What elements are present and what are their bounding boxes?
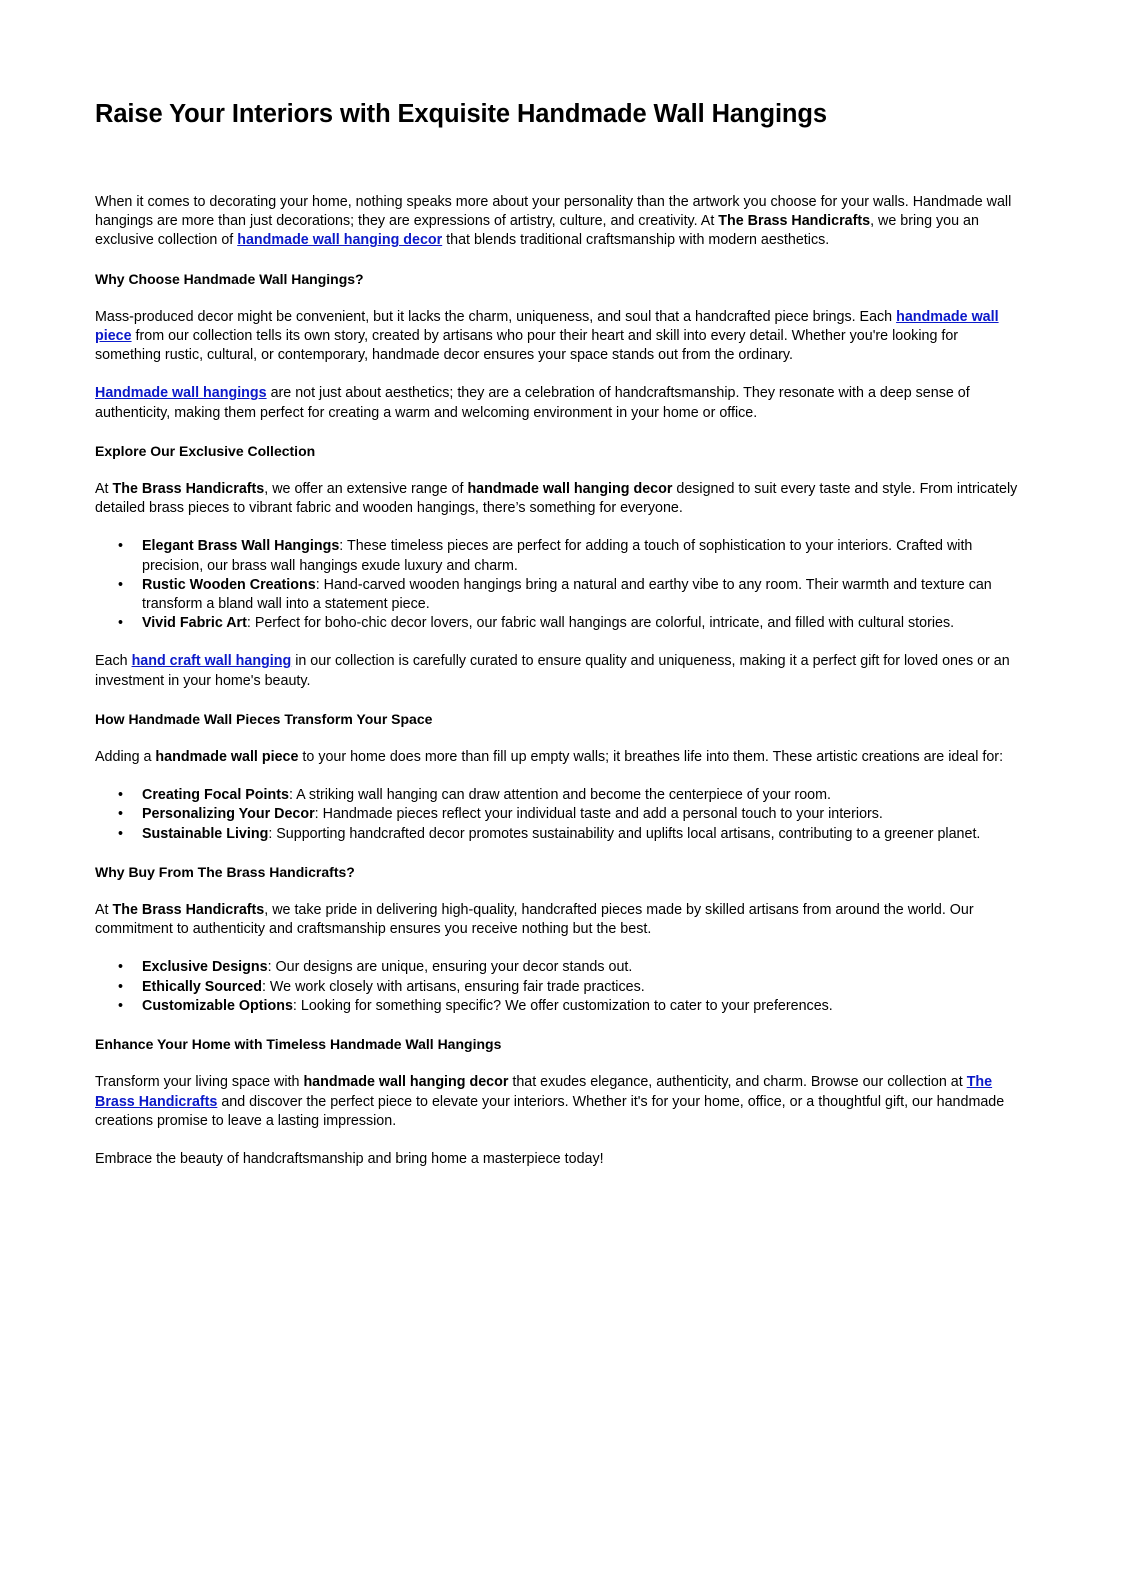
list-item-title: Personalizing Your Decor [142,806,315,823]
intro-text: that blends traditional craftsmanship with modern aesthetics. [442,232,830,249]
list-item-title: Ethically Sourced [142,978,262,995]
paragraph-text: , we offer an extensive range of [264,481,468,498]
why-buy-paragraph [95,901,1025,939]
bold-phrase: handmade wall piece [155,749,299,766]
section-heading-enhance: Enhance Your Home with Timeless Handmade Wall Hangings [95,1036,502,1053]
transform-paragraph [95,748,1025,767]
why-choose-paragraph-1 [95,308,1025,366]
list-item [118,786,1025,805]
list-item [118,978,1025,997]
list-item-text: : Supporting handcrafted decor promotes sustainability and uplifts local artisans, contributing to a greener planet. [268,825,981,842]
paragraph-text: Transform your living space with [95,1074,304,1091]
bold-phrase: handmade wall hanging decor [467,481,673,498]
intro-text: , we bring you an exclusive collection of [95,213,979,249]
list-item-text: : Handmade pieces reflect your individual taste and add a personal touch to your interiors. [314,806,883,823]
list-item-title: Sustainable Living [142,825,269,842]
list-item-text: : Perfect for boho-chic decor lovers, our fabric wall hangings are colorful, intricate, and filled with cultural stories. [246,615,955,632]
bullet-icon: • [118,806,124,823]
the-brass-handicrafts-link[interactable]: The Brass Handicrafts [95,1074,993,1110]
paragraph-text: to your home does more than fill up empty walls; it breathes life into them. These artistic creations are ideal for: [298,749,1004,766]
paragraph-text: Adding a [95,749,156,766]
list-item-title: Vivid Fabric Art [142,615,247,632]
handmade-wall-hanging-decor-link[interactable]: handmade wall hanging decor [237,232,443,249]
section-heading-why-buy: Why Buy From The Brass Handicrafts? [95,863,355,880]
enhance-paragraph [95,1073,1025,1131]
list-item-title: Creating Focal Points [142,787,289,804]
list-item-text: : A striking wall hanging can draw attention and become the centerpiece of your room. [288,787,831,804]
handmade-wall-hangings-link[interactable]: Handmade wall hangings [95,385,267,402]
bullet-icon: • [118,959,124,976]
list-item-title: Customizable Options [142,997,293,1014]
paragraph-text: designed to suit every taste and style. From intricately detailed brass pieces to vibrant fabric and wooden hangings, there’s something for everyone. [95,481,1018,517]
document-page [95,96,1025,1169]
list-item [118,576,1025,614]
bullet-icon: • [118,615,124,632]
section-heading-explore: Explore Our Exclusive Collection [95,442,316,459]
bold-phrase: handmade wall hanging decor [303,1074,509,1091]
list-item-text: : These timeless pieces are perfect for adding a touch of sophistication to your interiors. Crafted with precision, our brass wall hangings exude luxury and charm. [142,538,973,574]
paragraph-text: are not just about aesthetics; they are a celebration of handcraftsmanship. They resonate with a deep sense of authenticity, making them perfect for creating a warm and welcoming environment in your home or office. [95,385,970,421]
bullet-icon: • [118,978,124,995]
list-item-title: Exclusive Designs [142,959,268,976]
bullet-icon: • [118,825,124,842]
list-item [118,537,1025,575]
closing-paragraph: Embrace the beauty of handcraftsmanship and bring home a masterpiece today! [95,1150,604,1167]
why-choose-paragraph-2 [95,384,1025,422]
brand-name: The Brass Handicrafts [112,481,265,498]
list-item-title: Elegant Brass Wall Hangings [142,538,340,555]
paragraph-text: At [95,481,113,498]
paragraph-text: At [95,902,113,919]
list-item-text: : Our designs are unique, ensuring your decor stands out. [267,959,633,976]
list-item-title: Rustic Wooden Creations [142,576,316,593]
section-heading-why-choose: Why Choose Handmade Wall Hangings? [95,270,364,287]
list-item [118,825,1025,844]
list-item [118,614,1025,633]
bullet-icon: • [118,997,124,1014]
transform-list [95,786,1025,844]
paragraph-text: Each [95,653,132,670]
brand-name: The Brass Handicrafts [718,213,871,230]
paragraph-text: Mass-produced decor might be convenient, but it lacks the charm, uniqueness, and soul that a handcrafted piece brings. Each [95,308,897,325]
paragraph-text: that exudes elegance, authenticity, and charm. Browse our collection at [508,1074,967,1091]
section-heading-transform: How Handmade Wall Pieces Transform Your Space [95,710,433,727]
collection-list [95,537,1025,633]
list-item [118,997,1025,1016]
paragraph-text: and discover the perfect piece to elevate your interiors. Whether it's for your home, office, or a thoughtful gift, our handmade creations promise to leave a lasting impression. [95,1093,1005,1129]
paragraph-text: in our collection is carefully curated to ensure quality and uniqueness, making it a perfect gift for loved ones or an investment in your home's beauty. [95,653,1010,689]
intro-paragraph [95,193,1025,251]
page-title: Raise Your Interiors with Exquisite Handmade Wall Hangings [95,100,827,128]
paragraph-text: , we take pride in delivering high-quality, handcrafted pieces made by skilled artisans from around the world. Our commitment to authenticity and craftsmanship ensures you receive nothing but the best. [95,902,974,938]
bullet-icon: • [118,576,124,593]
explore-paragraph [95,480,1025,518]
list-item-text: : Looking for something specific? We offer customization to cater to your preferences. [292,997,833,1014]
list-item [118,805,1025,824]
list-item-text: : Hand-carved wooden hangings bring a natural and earthy vibe to any room. Their warmth and texture can transform a bland wall into a statement piece. [142,576,992,613]
paragraph-text: from our collection tells its own story, created by artisans who pour their heart and skill into every detail. Whether you're looking for something rustic, cultural, or contemporary, handmade decor ensures your space stands out from the ordinary. [95,328,959,364]
list-item-text: : We work closely with artisans, ensuring fair trade practices. [261,978,645,995]
why-buy-list [95,958,1025,1016]
bullet-icon: • [118,787,124,804]
brand-name: The Brass Handicrafts [112,902,265,919]
bullet-icon: • [118,538,124,555]
list-item [118,958,1025,977]
explore-after-paragraph [95,652,1025,690]
handmade-wall-piece-link[interactable]: handmade wall piece [95,308,999,345]
hand-craft-wall-hanging-link[interactable]: hand craft wall hanging [131,653,292,670]
intro-text: When it comes to decorating your home, nothing speaks more about your personality than the artwork you choose for your walls. Handmade wall hangings are more than just decorations; they are expressions of artistry, culture, and creativity. At [95,194,1012,230]
